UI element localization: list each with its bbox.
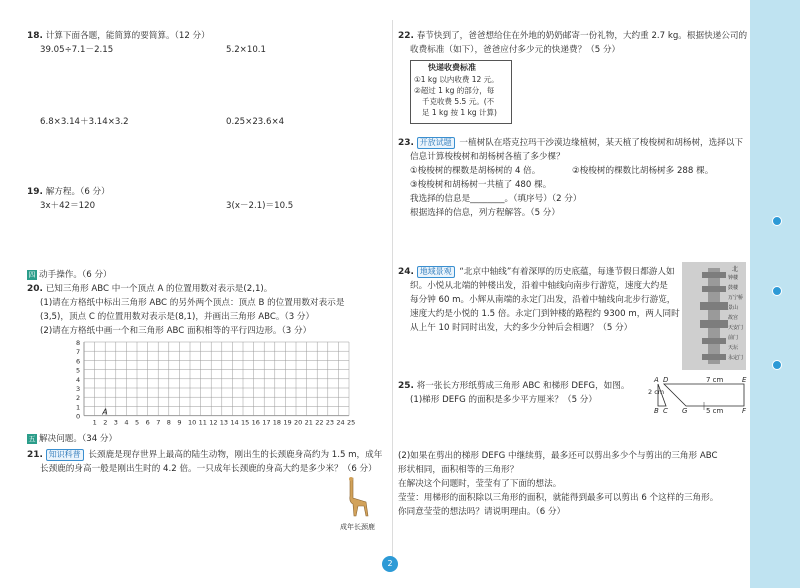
rate-box-line-2: ②超过 1 kg 的部分，每 [414,86,495,95]
grid-x-tick-label: 15 [241,418,250,427]
grid-lines [84,342,349,416]
fig-label-c: C [663,407,668,415]
q22-number: 22. [398,31,414,41]
fig-label-a: A [654,376,659,384]
fig-label-b: B [654,407,659,415]
grid-y-tick-label: 4 [76,375,81,384]
q21-number: 21. [27,450,43,460]
grid-x-tick-label: 20 [294,418,303,427]
grid-y-tick-label: 2 [76,394,81,403]
giraffe-icon [340,476,374,520]
grid-y-tick-label: 8 [76,339,81,347]
grid-x-tick-label: 19 [283,418,292,427]
page-number: 2 [382,556,398,572]
grid-x-labels [93,419,356,427]
q25-line5: 在解决这个问题时，莹莹有了下面的想法。 [398,479,562,489]
q21-line1 [27,449,382,461]
grid-x-tick-label: 12 [209,418,218,427]
q23-solve-line: 根据选择的信息，列方程解答。（5 分） [410,208,560,218]
q20-line4: (2)请在方格纸中画一个和三角形 ABC 面积相等的平行四边形。（3 分） [40,326,312,336]
q25-line2: (1)梯形 DEFG 的面积是多少平方厘米？（5 分） [410,395,597,405]
grid-x-tick-label: 6 [145,418,150,427]
central-axis-photo [682,262,746,370]
section4-heading [27,269,112,281]
grid-x-tick-label: 3 [113,418,118,427]
q18-expr-2: 5.2×10.1 [226,45,267,55]
q23-text1: 一植树队在塔克拉玛干沙漠边缘植树，某天植了梭梭树和胡杨树，选择以下 [459,138,744,148]
section4-icon: 四 [28,270,36,279]
q25-text1: 将一张长方形纸剪成三角形 ABC 和梯形 DEFG，如图。 [416,381,630,391]
photo-label-4: 景山 [728,305,739,311]
section4-label: 动手操作。（6 分） [39,270,112,280]
q25-line3: (2)如果在剪出的梯形 DEFG 中继续剪，最多还可以剪出多少个与剪出的三角形 ABC [398,451,718,461]
q20-line1 [27,283,272,295]
photo-label-6: 天安门 [728,325,744,331]
q19-eq-2: 3(x－2.1)＝10.5 [226,201,294,211]
grid-x-tick-label: 23 [325,418,335,427]
grid-y-tick-label: 7 [76,348,81,357]
q24-line2: 织。小悦从北端的钟楼出发，沿着中轴线向南步行游览，速度大约是 [410,281,668,291]
q22-line1 [398,30,747,42]
grid-y-tick-label: 0 [76,412,81,421]
section5-label: 解决问题。（34 分） [39,434,118,444]
grid-x-tick-label: 1 [92,418,97,427]
grid-x-tick-label: 7 [156,418,161,427]
fig-side-length: 2 cm [648,388,665,396]
section5-heading [27,433,117,445]
q22-line2: 收费标准（如下），爸爸应付多少元的快递费？（5 分） [410,45,621,55]
photo-label-3: 万宁桥 [728,295,744,301]
grid-x-tick-label: 21 [304,418,313,427]
q21-line2: 长颈鹿的身高一般是刚出生时的 4.2 倍。一只成年长颈鹿的身高大约是多少米？（6 分） [40,464,377,474]
fig-label-f: F [742,407,747,415]
grid-y-tick-label: 6 [76,357,81,366]
q18-heading [27,30,210,42]
q25-line7: 你同意莹莹的想法吗？请说明理由。（6 分） [398,507,566,517]
q20-line3: (3,5)，顶点 C 的位置用数对表示是(8,1)，并画出三角形 ABC。（3 分） [40,312,315,322]
point-a-label: A [102,407,108,417]
q21-tag: 知识科普 [46,449,84,461]
grid-x-tick-label: 9 [177,418,182,427]
q23-option-2: ②梭梭树的棵数比胡杨树多 288 棵。 [572,166,714,176]
q23-option-3: ③梭梭树和胡杨树一共植了 480 棵。 [410,180,552,190]
rate-box-line-4: 足 1 kg 按 1 kg 计算) [422,108,497,117]
q24-line5: 从上午 10 时同时出发，大约多少分钟后会相遇？（5 分） [410,323,633,333]
q25-line4: 形状相同，面积相等的三角形？ [398,465,519,475]
photo-label-7: 前门 [728,335,739,341]
fig-bottom-length: 5 cm [706,407,724,415]
q24-tag: 地域景观 [417,266,455,278]
q23-option-1: ①梭梭树的棵数是胡杨树的 4 倍。 [410,166,541,176]
q19-number: 19. [27,187,43,197]
q22-text1: 春节快到了，爸爸想给住在外地的奶奶邮寄一份礼物，大约重 2.7 kg。根据快递公司的 [416,31,748,41]
photo-label-9: 永定门 [728,355,744,361]
grid-x-tick-label: 16 [251,418,260,427]
grid-x-tick-label: 11 [198,418,207,427]
photo-label-2: 鼓楼 [728,285,739,291]
q24-line4: 速度大约是小悦的 1.5 倍。永定门到钟楼的路程约 9300 m，两人同时 [410,309,680,319]
grid-y-labels [76,339,80,421]
grid-x-tick-label: 22 [315,418,324,427]
q21-text1: 长颈鹿是现存世界上最高的陆生动物，刚出生的长颈鹿身高约为 1.5 m，成年 [88,450,383,460]
grid-y-tick-label: 3 [76,385,81,393]
grid-x-tick-label: 8 [166,418,171,427]
q23-number: 23. [398,138,414,148]
q25-number: 25. [398,381,414,391]
q25-line6: 莹莹：用梯形的面积除以三角形的面积，就能得到最多可以剪出 6 个这样的三角形。 [398,493,719,503]
q18-expr-3: 6.8×3.14＋3.14×3.2 [40,117,129,127]
section5-icon: 五 [28,434,36,443]
q20-text1: 已知三角形 ABC 中一个顶点 A 的位置用数对表示是(2,1)。 [45,284,273,294]
q23-tag: 开放试题 [417,137,455,149]
q19-eq-1: 3x＋42＝120 [40,201,96,211]
margin-dot-2 [772,286,782,296]
q19-heading [27,186,110,198]
photo-label-8: 天坛 [728,345,739,351]
fig-label-g: G [682,407,688,415]
q18-title: 计算下面各题，能简算的要简算。（12 分） [45,31,210,41]
rate-box-title: 快递收费标准 [428,63,476,72]
margin-dot-1 [772,216,782,226]
grid-x-tick-label: 25 [347,418,356,427]
rate-box-line-1: ①1 kg 以内收费 12 元。 [414,75,499,84]
grid-y-tick-label: 1 [76,403,81,412]
q24-text1: “北京中轴线”有着深厚的历史底蕴，每逢节假日都游人如 [459,267,675,277]
q18-number: 18. [27,31,43,41]
q24-line1 [398,266,675,278]
fig-label-d: D [663,376,669,384]
rate-box-line-3: 千克收费 5.5 元。(不 [422,97,495,106]
q20-number: 20. [27,284,43,294]
column-divider [392,20,393,565]
grid-x-tick-label: 24 [336,418,345,427]
grid-x-tick-label: 2 [103,418,108,427]
margin-dot-3 [772,360,782,370]
q23-line2: 信息计算梭梭树和胡杨树各植了多少棵？ [410,152,565,162]
giraffe-caption: 成年长颈鹿 [340,523,375,531]
q18-expr-1: 39.05÷7.1－2.15 [40,45,114,55]
photo-label-1: 钟楼 [728,275,739,281]
q19-title: 解方程。（6 分） [45,187,110,197]
grid-y-tick-label: 5 [76,366,81,375]
trapezoid-figure [644,376,750,420]
q18-expr-4: 0.25×23.6×4 [226,117,285,127]
photo-label-5: 故宫 [728,315,739,321]
q23-choice-line: 我选择的信息是________。（填序号）（2 分） [410,194,582,204]
fig-top-length: 7 cm [706,376,724,384]
q24-line3: 每分钟 60 m。小辉从南端的永定门出发，沿着中轴线向北步行游览， [410,295,676,305]
grid-x-tick-label: 13 [219,418,229,427]
grid-x-tick-label: 4 [124,418,129,427]
grid-x-tick-label: 10 [188,418,197,427]
photo-north-label: 北 [732,266,739,273]
q20-line2: (1)请在方格纸中标出三角形 ABC 的另外两个顶点：顶点 B 的位置用数对表示是 [40,298,345,308]
grid-x-tick-label: 5 [135,418,140,427]
grid-x-tick-label: 14 [230,418,239,427]
fig-label-e: E [742,376,747,384]
grid-x-tick-label: 17 [262,418,271,427]
q24-number: 24. [398,267,414,277]
grid-x-tick-label: 18 [272,418,282,427]
q25-line1 [398,380,629,392]
coordinate-grid [70,338,370,432]
q23-line1 [398,137,743,149]
